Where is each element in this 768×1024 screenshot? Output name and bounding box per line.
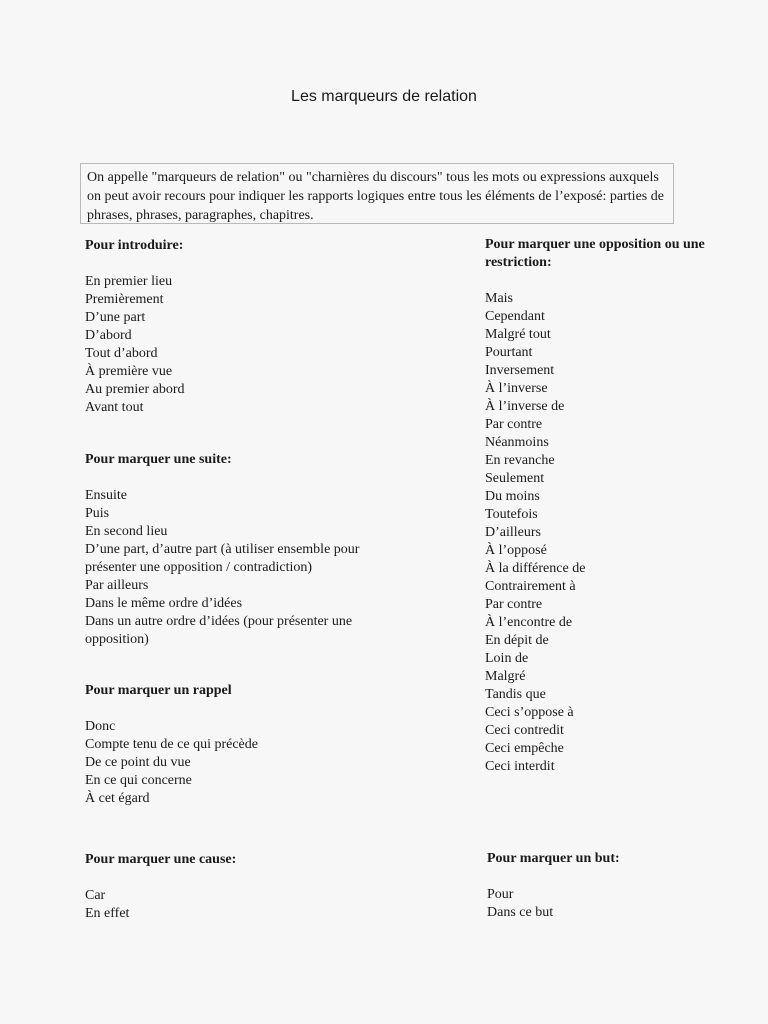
list-item: Car [85, 888, 106, 903]
section-but [487, 850, 727, 922]
list-item: En effet [85, 906, 130, 921]
list-item: Cependant [485, 309, 545, 324]
list-item: Compte tenu de ce qui précède [85, 737, 258, 752]
list-item: Puis [85, 506, 110, 521]
list-item: Donc [85, 719, 116, 734]
list-item: Ensuite [85, 488, 127, 503]
section-heading: Pour marquer un rappel [85, 683, 232, 698]
list-item: À l’inverse de [485, 399, 565, 414]
list-item: Ceci contredit [485, 723, 564, 738]
list-item: D’une part [85, 310, 146, 325]
list-item: Tout d’abord [85, 346, 158, 361]
list-item: Par ailleurs [85, 578, 149, 593]
marker-list [85, 887, 405, 923]
marker-list [85, 273, 405, 417]
list-item: Ceci interdit [485, 759, 555, 774]
list-item: À l’encontre de [485, 615, 573, 630]
list-item: Dans le même ordre d’idées [85, 596, 243, 611]
list-item: Toutefois [485, 507, 538, 522]
section-heading: Pour marquer une opposition ou une restriction: [485, 237, 705, 270]
list-item: En second lieu [85, 524, 168, 539]
list-item: Mais [485, 291, 513, 306]
intro-definition-box: On appelle "marqueurs de relation" ou "charnières du discours" tous les mots ou expressions auxquels on peut avoir recours pour indiquer les rapports logiques entre tous les éléments de l’exposé: parties de phrases, phrases, paragraphes, chapitres. [80, 163, 674, 224]
list-item: À l’opposé [485, 543, 547, 558]
section-suite [85, 451, 405, 649]
section-heading: Pour marquer un but: [487, 851, 620, 866]
list-item: En dépit de [485, 633, 549, 648]
list-item: Pour [487, 887, 514, 902]
list-item: Inversement [485, 363, 555, 378]
list-item: En revanche [485, 453, 555, 468]
section-rappel [85, 682, 405, 808]
list-item: Par contre [485, 417, 543, 432]
section-cause [85, 851, 405, 923]
section-introduire [85, 237, 405, 417]
list-item: Loin de [485, 651, 529, 666]
list-item: Au premier abord [85, 382, 185, 397]
list-item: En premier lieu [85, 274, 173, 289]
list-item: À cet égard [85, 791, 150, 806]
list-item: À l’inverse [485, 381, 548, 396]
list-item: De ce point du vue [85, 755, 191, 770]
marker-list [85, 718, 405, 808]
marker-list [487, 886, 727, 922]
section-heading: Pour marquer une suite: [85, 452, 232, 467]
section-heading: Pour introduire: [85, 238, 184, 253]
list-item: Premièrement [85, 292, 164, 307]
list-item: Pourtant [485, 345, 533, 360]
list-item: Seulement [485, 471, 545, 486]
list-item: D’abord [85, 328, 132, 343]
list-item: Malgré tout [485, 327, 551, 342]
section-heading: Pour marquer une cause: [85, 852, 237, 867]
marker-list [485, 290, 725, 776]
list-item: Tandis que [485, 687, 546, 702]
marker-list [85, 487, 405, 649]
page-title: Les marqueurs de relation [291, 88, 477, 105]
list-item: Dans ce but [487, 905, 554, 920]
list-item: Malgré [485, 669, 526, 684]
section-opposition [485, 236, 725, 776]
list-item: Du moins [485, 489, 540, 504]
list-item: À première vue [85, 364, 173, 379]
list-item: Avant tout [85, 400, 144, 415]
list-item: Par contre [485, 597, 543, 612]
list-item: Contrairement à [485, 579, 576, 594]
list-item: D’ailleurs [485, 525, 541, 540]
list-item: Ceci empêche [485, 741, 564, 756]
list-item: Ceci s’oppose à [485, 705, 574, 720]
list-item: Dans un autre ordre d’idées (pour présenter une opposition) [85, 614, 353, 647]
list-item: D’une part, d’autre part (à utiliser ensemble pour présenter une opposition / contradiction) [85, 542, 360, 575]
list-item: En ce qui concerne [85, 773, 192, 788]
list-item: À la différence de [485, 561, 586, 576]
list-item: Néanmoins [485, 435, 549, 450]
